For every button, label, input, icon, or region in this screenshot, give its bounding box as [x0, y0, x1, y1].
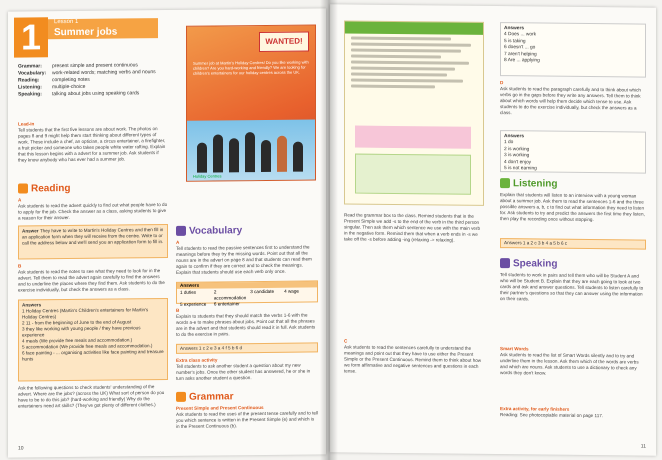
grammar-subheading: Present Simple and Present Continuous: [176, 404, 264, 411]
answer-item: 8 Are ... applying: [504, 58, 540, 64]
grammar-text: Present Simple and Present Continuous Ask students to read the uses of the present tense carefully and to tell you which sentence is written in the Present Simple (e) and which is in the Present Continuous (b).: [176, 404, 318, 429]
extra-class-text: Tell students to ask another student a question about my new number's jobs. Once the other student has answered, he or she in turn asks another student a question.: [176, 362, 311, 381]
summary-value: talking about jobs using speaking cards: [52, 90, 140, 98]
grammar-box-text: Read the grammar box to the class. Remind students that in the Present Simple we add -s to the end of the verb in the third person singular. Then ask them which sentence we use with the main verb in the negative form. Remind them that when a verb ends in -s we take off the -s before adding -ing (relaxing -> relaxing).: [344, 212, 481, 243]
page-number-left: 10: [18, 445, 24, 452]
answer-item: 1 Holiday Centres (Martin's Children's entertainers for Martin's Holiday Centres): [22, 307, 149, 320]
extra-class-heading: Extra class activity: [176, 357, 218, 363]
smart-words-text: Ask students to read the list of Smart Words silently and to try and underline them in the lesson. Ask them which of the words are verbs and which are nouns. Ask students to use a dictionary to check any words they don't know.: [500, 352, 639, 376]
advert-text: Summer job at Martin's Holiday Centres! Do you like working with children? Are you hard-working and friendly? We are looking for children's entertainers for our holiday centres across the UK.: [193, 59, 309, 76]
grammar-answers-box: [500, 22, 646, 78]
extra-activity-text: Reading: See photocopiable material on page 117.: [500, 412, 604, 419]
grammar-icon: [176, 392, 186, 402]
wanted-sign: WANTED!: [259, 32, 309, 53]
reading-b-text: B Ask students to read the notes to see what they need to look for in the advert. Tell them to read the advert again carefully to find the answers and to underline the places where they find them. Ask students to do the exercise individually, but check the answers as a class.: [18, 263, 165, 293]
reading-answer-box: Answer They have to write to Martin's Holiday Centres and then fill in an application form when they will receive from the centre. Write to or call the address below and we'll send you an application form to fill in.: [18, 224, 168, 260]
vocabulary-icon: [176, 226, 186, 236]
grammar-worksheet-thumbnail: [344, 20, 484, 205]
summary-key: Reading:: [18, 77, 40, 84]
reading-heading: [18, 181, 70, 196]
vocab-answer: 6 entertainer: [213, 301, 240, 307]
vocabulary-answers-heading: Answers: [177, 281, 317, 288]
summary-value: completing notes: [52, 76, 90, 84]
lead-in-heading: Lead-in: [18, 121, 35, 127]
listening-title: Listening: [513, 177, 558, 190]
summary-value: present simple and present continuous: [52, 62, 138, 70]
listening-answers: Answers 1 a 2 c 3 b 4 a 5 b 6 c: [500, 238, 646, 250]
page-number-right: 11: [640, 443, 646, 450]
listening-icon: [500, 178, 510, 188]
summary-value: multiple-choice: [52, 83, 86, 91]
lesson-summary: [18, 62, 168, 99]
grammar-task-text: D Ask students to read the paragraph carefully and to think about which verbs go in the gaps before they write any answers. Tell them to think about which words will help them decide which tense to use. Ask students to do the exercise individually, but check the answers as a class.: [500, 80, 641, 116]
answer-item: 1 do: [504, 140, 514, 146]
followup-text: Ask the following questions to check students' understanding of the advert. Where are the jobs? (across the UK) What sort of person do you have to be to do this job? (hard-working and friendly) Why do the entertainers need art skills? (They've got plenty of different clothes.): [18, 384, 165, 409]
vocabulary-text: A Tell students to read the passive sentences first to understand the meanings before they try the missing words. Point out that all the nouns are in the advert on page 8 and that students can read them again to confirm if they are correct and to check the meanings. Explain that students should use each verb only once.: [176, 239, 312, 275]
cover-caption: Holiday Centres: [193, 173, 222, 179]
speaking-heading: [500, 256, 557, 271]
vocab-answer: 1 duties: [180, 289, 197, 295]
lead-in-text: Tell students that the first five lessons are about work. The photos on pages 8 and 9 might help them start thinking about different types of work. These include a chef, an optician, a circus entertainer, a firefighter, a fruit picker and someone who takes people white water rafting. Explain that this lesson begins with a advert for a summer job. Ask students if they know anybody who has ever had a summer job.: [18, 126, 166, 163]
vocabulary-title: Vocabulary: [189, 224, 243, 237]
listening-heading: [500, 176, 557, 191]
vocab-answer: 4 wage: [284, 288, 299, 294]
answer-item: 6 face painting - ... organising activities like face painting and treasure hunts: [22, 349, 164, 362]
smart-words-heading: Smart Words: [500, 346, 529, 352]
vocabulary-heading: [176, 223, 242, 238]
grammar-c-text: C Ask students to read the sentences carefully to understand the meanings and point out that they have to use either the Present Simple or the Present Continuous. Remind them to think about how we form affirmative and negative sentences and questions in each tense.: [344, 338, 482, 374]
reading-answer: They have to write to Martin's Holiday Centres and then fill in an application form when they will receive from the centre. Write to or call the address below and we'll send you an application form to fill in.: [22, 227, 164, 246]
answer-item: 4 don't enjoy: [504, 159, 532, 166]
reading-icon: [18, 183, 28, 193]
listening-text: Explain that students will listen to an interview with a young woman about a summer job. Ask them to read the sentences 1-6 and the three possible answers a, b, c to find out what information they need to listen for. Ask students to try and predict the answers the first time they listen, then play the recording once without stopping.: [500, 192, 645, 223]
smart-words: [500, 346, 646, 404]
vocabulary-b-text: B Explain to students that they should match the verbs 1-6 with the words a-e to make phrases about jobs. Point out that all the phrases are in the advert and that students should read it in full. Ask students to do the exercise in pairs.: [176, 307, 316, 337]
answer-item: 6 doesn't ... go: [504, 45, 536, 51]
speaking-icon: [500, 258, 510, 268]
answer-item: 3 they like working with young people / they have previous experience: [22, 325, 141, 338]
grammar-heading: [176, 389, 233, 404]
summary-key: Grammar:: [18, 63, 42, 70]
summary-value: work-related words; matching verbs and nouns: [52, 69, 156, 77]
answer-item: 2 is working: [504, 146, 530, 153]
speaking-title: Speaking: [513, 257, 558, 270]
reading-title: Reading: [31, 182, 71, 194]
jumping-people-photo: [193, 127, 311, 172]
lesson-title: Summer jobs: [54, 26, 118, 39]
answers-heading: Answers: [22, 302, 42, 308]
right-page: [330, 4, 656, 455]
lead-in: [18, 120, 168, 164]
task-answers-heading: Answers: [504, 134, 524, 140]
vocab-answer: 5 experience: [180, 301, 207, 307]
vocabulary-b-answers: Answers 1 c 2 e 3 a 4 f 5 b 6 d: [176, 342, 318, 353]
answer-item: 5 is taking: [504, 38, 526, 45]
grammar-title: Grammar: [189, 390, 234, 403]
left-page: [8, 8, 326, 457]
student-book-thumbnail: [186, 24, 316, 181]
task-answers-box: [500, 130, 646, 174]
answer-item: 5 accommodation (We provide free meals and accommodation.): [22, 343, 153, 350]
speaking-text: Tell students to work in pairs and tell them who will be Student A and who will be Student B. Explain that they are each going to look at two cards and ask and answer questions. Tell students to listen carefully to their partner's questions so that they can answer using the information on their cards.: [500, 272, 644, 302]
vocab-answer: 3 candidate: [250, 288, 275, 295]
extra-activity: [500, 406, 646, 428]
answer-item: 4 Does ... work: [504, 32, 536, 38]
extra-activity-heading: Extra activity, for early finishers: [500, 406, 570, 412]
extra-class-activity: [176, 356, 318, 385]
answer-item: 3 is working: [504, 153, 530, 159]
answer-item: 2 11 - from the beginning of June to the end of August: [22, 319, 132, 326]
summary-key: Listening:: [18, 84, 42, 91]
book-gutter: [320, 0, 338, 460]
vocabulary-answers: [176, 280, 318, 307]
answer-item: 5 is not earning: [504, 166, 537, 172]
answer-item: 7 aren't helping: [504, 51, 537, 58]
summary-key: Vocabulary:: [18, 70, 47, 77]
lesson-number: 1: [14, 17, 48, 57]
vocab-answer: 2 accommodation: [213, 289, 247, 301]
reading-answers-box: [18, 298, 168, 382]
summary-key: Speaking:: [18, 91, 42, 98]
answer-item: 4 meals (We provide free meals and accommodation.): [22, 337, 133, 344]
lesson-label: Lesson 1: [54, 18, 79, 26]
answers-heading: Answers: [504, 26, 524, 32]
reading-text: A Ask students to read the advert quickly to find out what people have to do to apply for the job. Check the answer as a class, asking students to give a reason for their answer.: [18, 197, 168, 221]
